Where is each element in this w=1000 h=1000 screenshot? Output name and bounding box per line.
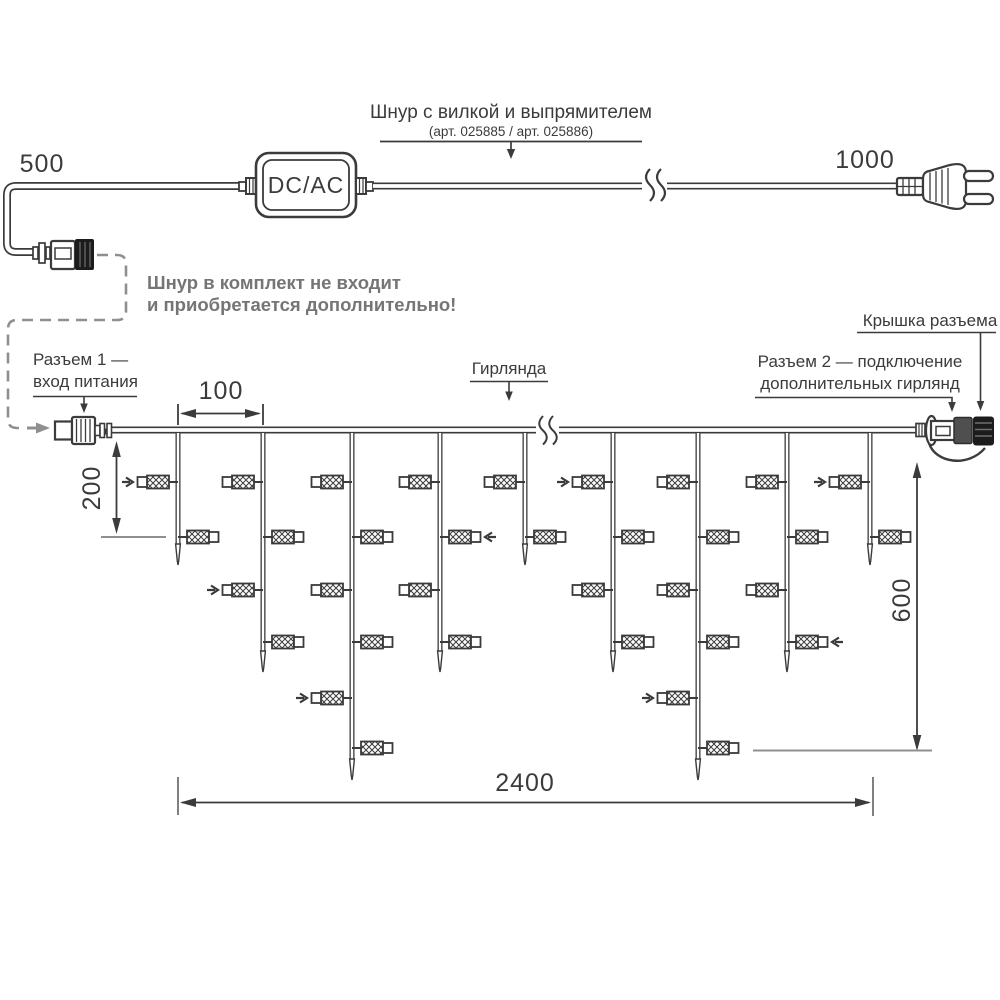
lamp: [525, 531, 566, 544]
lamp-tip: [383, 743, 393, 753]
garland-label: Гирлянда: [471, 359, 547, 378]
lamp: [658, 584, 699, 597]
connector2-body: [954, 418, 972, 444]
cord-callout: [370, 102, 652, 159]
lamp-tip: [471, 637, 481, 647]
lamp-tip: [312, 477, 322, 487]
lamp-tip: [209, 532, 219, 542]
lamp-body: [534, 531, 556, 544]
lamp-body: [839, 476, 861, 489]
lamp-body: [494, 476, 516, 489]
icicle-drop: [400, 432, 481, 672]
plug-prong-bottom: [964, 194, 993, 204]
connector1-arrow: [80, 404, 88, 414]
cable-plug-side: [373, 169, 898, 202]
icicle-drop: [485, 432, 566, 565]
icicle-drop: [138, 432, 219, 565]
cord-note-line2: и приобретается дополнительно!: [147, 294, 457, 315]
cord-callout-title: Шнур с вилкой и выпрямителем: [370, 102, 652, 123]
cap-arrow: [977, 401, 985, 411]
drop-tip: [438, 651, 443, 672]
lamp-body: [272, 636, 294, 649]
dc-ac-converter: [256, 153, 356, 217]
cap-cord: [929, 443, 985, 461]
lamp-tip: [223, 477, 233, 487]
dc-cable-connector: [33, 239, 94, 270]
lamp-tip: [383, 637, 393, 647]
flash-arrow-icon: [832, 638, 843, 647]
flash-arrow-icon: [485, 533, 496, 542]
drop-tip: [785, 651, 790, 672]
lamp-body: [147, 476, 169, 489]
lamp-tip: [729, 637, 739, 647]
garland-section: [55, 377, 994, 816]
lamp: [787, 531, 828, 544]
mains-plug: [897, 164, 993, 209]
lamp-tip: [818, 532, 828, 542]
cable-dc-side: [7, 186, 256, 252]
lamp: [485, 476, 526, 489]
cord-callout-arrow: [507, 149, 515, 159]
lamp-tip: [830, 477, 840, 487]
lamp-tip: [818, 637, 828, 647]
lamp: [352, 636, 393, 649]
lamp-tip: [644, 532, 654, 542]
dim-2400: [178, 769, 873, 816]
route-arrow: [36, 423, 50, 434]
lamp-body: [667, 692, 689, 705]
drop-tip: [261, 651, 266, 672]
lamp-body: [879, 531, 901, 544]
icicle-drop: [573, 432, 654, 672]
lamp: [223, 476, 264, 489]
garland-arrow: [505, 392, 513, 402]
lamp: [830, 476, 871, 489]
lamp-tip: [658, 477, 668, 487]
lamp-tip: [644, 637, 654, 647]
lamp: [787, 636, 828, 649]
connector1: [55, 417, 112, 444]
lamp-body: [449, 636, 471, 649]
lamp-tip: [312, 585, 322, 595]
dim-600: [753, 462, 932, 751]
drop-tip: [523, 544, 528, 565]
icicle-drops: [122, 432, 911, 780]
lamp: [747, 584, 788, 597]
dim-200-label: 200: [78, 465, 106, 511]
drop-tip: [611, 651, 616, 672]
lamp: [658, 692, 699, 705]
lamp-tip: [383, 532, 393, 542]
flash-arrow-icon: [814, 478, 825, 487]
lamp-tip: [573, 585, 583, 595]
lamp: [312, 584, 353, 597]
lamp-body: [667, 476, 689, 489]
lamp-tip: [138, 477, 148, 487]
lamp-body: [622, 531, 644, 544]
lamp-tip: [556, 532, 566, 542]
lamp: [573, 476, 614, 489]
icicle-drop: [658, 432, 739, 780]
lamp: [440, 531, 481, 544]
lamp: [352, 531, 393, 544]
lamp: [698, 636, 739, 649]
connector2-cap: [973, 417, 994, 446]
drop-tip: [176, 544, 181, 565]
lamp-body: [409, 476, 431, 489]
lamp: [747, 476, 788, 489]
lamp: [698, 531, 739, 544]
lamp-body: [449, 531, 471, 544]
callout-connector2: [755, 352, 962, 412]
lamp-body: [582, 476, 604, 489]
connector1-label-line2: вход питания: [33, 372, 138, 391]
connector2-label-line2: дополнительных гирлянд: [760, 374, 960, 393]
lamp-body: [232, 476, 254, 489]
plug-prong-top: [964, 171, 993, 181]
lamp-body: [707, 531, 729, 544]
lamp-tip: [471, 532, 481, 542]
lamp-body: [321, 584, 343, 597]
lamp: [613, 531, 654, 544]
lamp-body: [796, 531, 818, 544]
lamp-tip: [485, 477, 495, 487]
dim-100: [178, 377, 263, 425]
cord-callout-subtitle: (арт. 025885 / арт. 025886): [428, 124, 594, 139]
callout-garland: [470, 359, 548, 401]
cord-note: [147, 272, 456, 315]
drop-tip: [350, 759, 355, 780]
lamp-body: [622, 636, 644, 649]
cap-label: Крышка разъема: [862, 311, 998, 330]
flash-arrow-icon: [296, 694, 307, 703]
connector1-label-line1: Разъем 1 —: [33, 350, 129, 369]
lamp: [870, 531, 911, 544]
lamp-body: [756, 476, 778, 489]
lamp: [613, 636, 654, 649]
lamp: [400, 476, 441, 489]
lamp-body: [187, 531, 209, 544]
lamp-tip: [573, 477, 583, 487]
lamp-body: [667, 584, 689, 597]
lamp-body: [582, 584, 604, 597]
lamp-body: [796, 636, 818, 649]
optional-cord-route: [8, 255, 129, 434]
lamp-body: [707, 742, 729, 755]
lamp-body: [272, 531, 294, 544]
lamp: [658, 476, 699, 489]
icicle-drop: [830, 432, 911, 565]
lamp-body: [361, 742, 383, 755]
lamp: [352, 742, 393, 755]
dim-100-label: 100: [198, 377, 244, 405]
drop-tip: [868, 544, 873, 565]
flash-arrow-icon: [642, 694, 653, 703]
lamp-tip: [901, 532, 911, 542]
lamp-tip: [658, 693, 668, 703]
lamp-tip: [747, 585, 757, 595]
lamp-tip: [729, 743, 739, 753]
lamp-tip: [294, 532, 304, 542]
lamp: [312, 692, 353, 705]
lamp-tip: [223, 585, 233, 595]
connector2-arrow: [948, 402, 956, 412]
lamp-tip: [729, 532, 739, 542]
lamp: [263, 531, 304, 544]
converter-right-jack: [356, 178, 373, 194]
flash-arrow-icon: [122, 478, 133, 487]
converter-label: DC/AC: [267, 172, 345, 198]
icicle-drop: [312, 432, 393, 780]
icicle-drop: [747, 432, 828, 672]
lamp-body: [232, 584, 254, 597]
lamp: [223, 584, 264, 597]
converter-left-jack: [239, 178, 256, 194]
lamp-tip: [400, 585, 410, 595]
lamp-body: [756, 584, 778, 597]
lamp-tip: [747, 477, 757, 487]
lamp-body: [321, 692, 343, 705]
lamp: [573, 584, 614, 597]
lamp: [138, 476, 179, 489]
lamp-body: [707, 636, 729, 649]
icicle-drop: [223, 432, 304, 672]
callout-connector1: [33, 350, 138, 413]
drop-tip: [696, 759, 701, 780]
lamp-body: [321, 476, 343, 489]
dim-600-label: 600: [888, 577, 916, 623]
connector2: [916, 416, 994, 461]
lamp: [178, 531, 219, 544]
lamp-tip: [294, 637, 304, 647]
lamp-body: [361, 636, 383, 649]
lamp: [400, 584, 441, 597]
connector2-label-line1: Разъем 2 — подключение: [757, 352, 963, 371]
lamp: [440, 636, 481, 649]
flash-arrow-icon: [207, 586, 218, 595]
dim-1000-label: 1000: [835, 146, 895, 174]
dim-2400-label: 2400: [495, 769, 555, 797]
lamp-body: [409, 584, 431, 597]
flash-arrow-icon: [557, 478, 568, 487]
garland-wire: [110, 416, 916, 445]
dim-500-label: 500: [19, 150, 65, 178]
cord-note-line1: Шнур в комплект не входит: [147, 272, 401, 293]
lamp: [312, 476, 353, 489]
lamp-tip: [658, 585, 668, 595]
lamp: [698, 742, 739, 755]
lamp-tip: [400, 477, 410, 487]
lamp: [263, 636, 304, 649]
lamp-tip: [312, 693, 322, 703]
lamp-body: [361, 531, 383, 544]
